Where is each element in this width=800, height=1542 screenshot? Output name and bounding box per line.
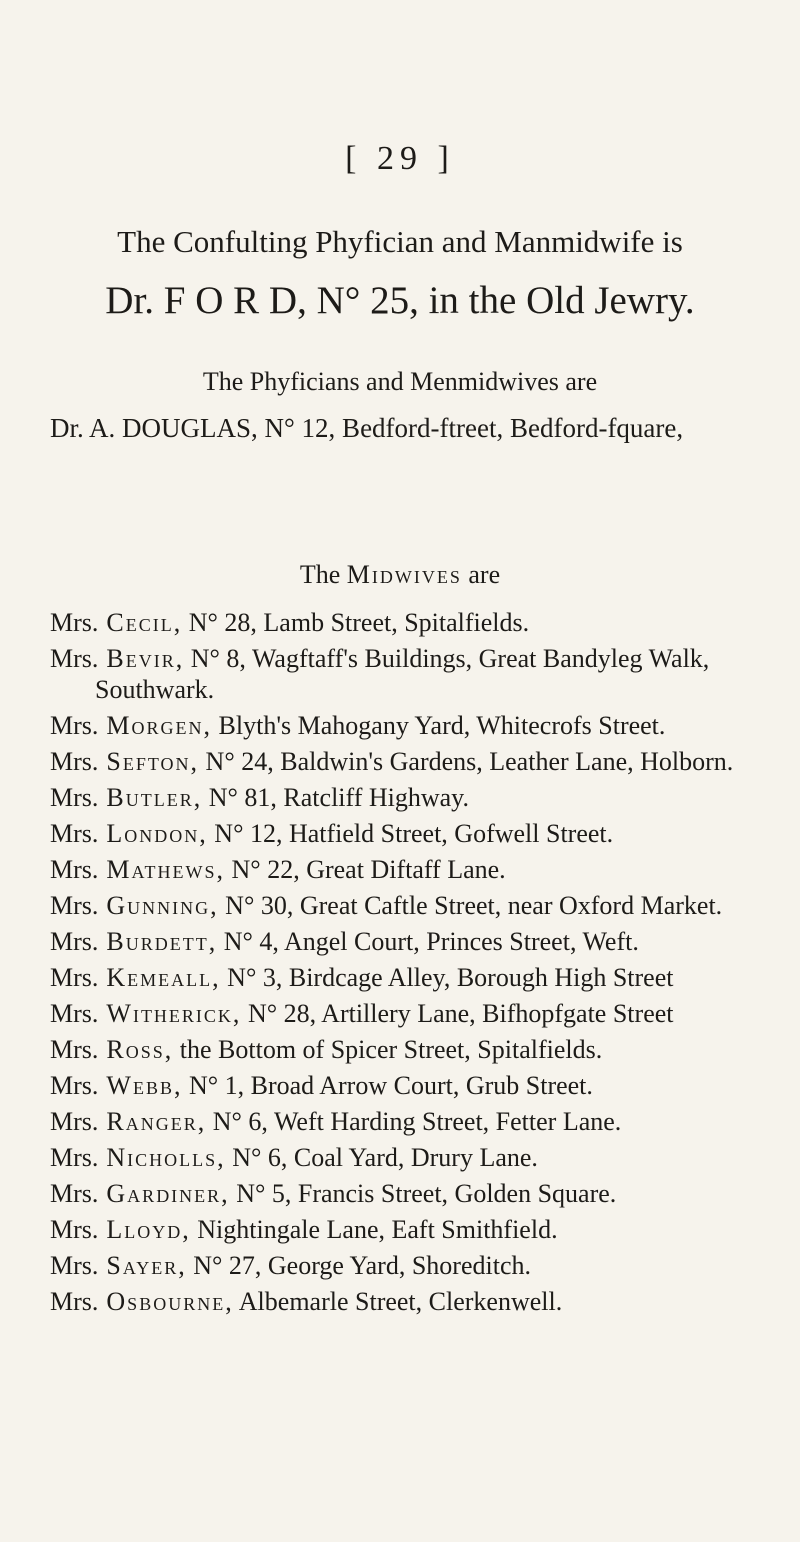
midwife-address: N° 4, Angel Court, Princes Street, Weft.: [223, 927, 639, 956]
midwife-entry: [50, 710, 770, 741]
midwife-surname: Osbourne,: [106, 1287, 234, 1316]
midwives-heading-word: Midwives: [346, 560, 462, 589]
midwife-title: Mrs.: [50, 819, 99, 848]
midwife-surname: Ranger,: [106, 1107, 207, 1136]
midwives-heading: [0, 560, 800, 590]
midwife-entry: [50, 818, 770, 849]
midwife-surname: Sayer,: [106, 1251, 187, 1280]
midwife-address: N° 27, George Yard, Shoreditch.: [193, 1251, 531, 1280]
page-number: [ 29 ]: [345, 140, 455, 177]
midwife-entry: [50, 1286, 770, 1317]
midwife-title: Mrs.: [50, 1179, 99, 1208]
midwife-entry: [50, 1106, 770, 1137]
midwife-entry: [50, 890, 770, 921]
midwife-surname: Gunning,: [106, 891, 219, 920]
midwife-surname: Bevir,: [106, 644, 185, 673]
midwife-address: Nightingale Lane, Eaft Smithfield.: [197, 1215, 558, 1244]
midwives-heading-prefix: The: [299, 560, 341, 589]
midwife-address: N° 3, Birdcage Alley, Borough High Street: [227, 963, 674, 992]
midwife-title: Mrs.: [50, 747, 99, 776]
midwife-title: Mrs.: [50, 1287, 99, 1316]
consulting-heading: The Confulting Phyfician and Manmidwife is: [117, 224, 683, 259]
midwife-surname: Lloyd,: [106, 1215, 191, 1244]
midwife-address: N° 12, Hatfield Street, Gofwell Street.: [214, 819, 614, 848]
midwife-title: Mrs.: [50, 1215, 99, 1244]
midwife-address: N° 6, Coal Yard, Drury Lane.: [232, 1143, 538, 1172]
midwife-entry: [50, 854, 770, 885]
midwife-surname: Mathews,: [106, 855, 226, 884]
midwife-address: N° 30, Great Caftle Street, near Oxford Market.: [225, 891, 723, 920]
midwife-address: N° 22, Great Diftaff Lane.: [231, 855, 506, 884]
midwife-surname: Gardiner,: [106, 1179, 230, 1208]
midwife-surname: Kemeall,: [106, 963, 221, 992]
midwife-surname: Sefton,: [106, 747, 200, 776]
midwife-title: Mrs.: [50, 891, 99, 920]
midwife-address: N° 5, Francis Street, Golden Square.: [236, 1179, 617, 1208]
midwife-address: N° 6, Weft Harding Street, Fetter Lane.: [212, 1107, 622, 1136]
midwife-surname: Witherick,: [106, 999, 242, 1028]
midwives-list: [50, 607, 770, 1322]
midwife-title: Mrs.: [50, 783, 99, 812]
midwife-address: N° 8, Wagftaff's Buildings, Great Bandyleg Walk, Southwark.: [95, 644, 710, 704]
midwife-surname: Morgen,: [106, 711, 213, 740]
midwife-address: N° 1, Broad Arrow Court, Grub Street.: [188, 1071, 593, 1100]
midwife-entry: [50, 962, 770, 993]
midwife-title: Mrs.: [50, 927, 99, 956]
midwife-surname: Butler,: [106, 783, 203, 812]
midwife-title: Mrs.: [50, 999, 99, 1028]
midwife-title: Mrs.: [50, 608, 99, 637]
midwife-title: Mrs.: [50, 963, 99, 992]
midwife-entry: [50, 607, 770, 638]
midwife-entry: [50, 1214, 770, 1245]
midwife-entry: [50, 1142, 770, 1173]
midwife-address: Blyth's Mahogany Yard, Whitecrofs Street.: [218, 711, 666, 740]
midwife-title: Mrs.: [50, 711, 99, 740]
midwife-title: Mrs.: [50, 1107, 99, 1136]
midwife-address: Albemarle Street, Clerkenwell.: [238, 1287, 563, 1316]
midwife-surname: London,: [106, 819, 208, 848]
midwife-title: Mrs.: [50, 855, 99, 884]
midwife-entry: [50, 782, 770, 813]
midwife-title: Mrs.: [50, 644, 99, 673]
midwife-address: N° 24, Baldwin's Gardens, Leather Lane, Holborn.: [205, 747, 734, 776]
midwife-title: Mrs.: [50, 1143, 99, 1172]
midwife-address: the Bottom of Spicer Street, Spitalfields.: [179, 1035, 603, 1064]
midwife-address: N° 28, Artillery Lane, Bifhopfgate Street: [247, 999, 674, 1028]
midwife-entry: [50, 1250, 770, 1281]
midwife-address: N° 81, Ratcliff Highway.: [208, 783, 469, 812]
midwife-entry: [50, 998, 770, 1029]
midwife-surname: Webb,: [106, 1071, 183, 1100]
midwife-entry: [50, 746, 770, 777]
midwife-surname: Ross,: [106, 1035, 174, 1064]
midwife-surname: Nicholls,: [106, 1143, 226, 1172]
physician-douglas-line: Dr. A. DOUGLAS, N° 12, Bedford-ftreet, Bedford-fquare,: [50, 413, 684, 443]
midwife-entry: [50, 926, 770, 957]
midwife-entry: [50, 643, 770, 705]
midwife-surname: Burdett,: [106, 927, 218, 956]
midwife-title: Mrs.: [50, 1035, 99, 1064]
midwife-title: Mrs.: [50, 1071, 99, 1100]
midwives-heading-suffix: are: [468, 560, 501, 589]
physicians-heading: The Phyficians and Menmidwives are: [202, 367, 598, 396]
midwife-title: Mrs.: [50, 1251, 99, 1280]
midwife-entry: [50, 1034, 770, 1065]
midwife-surname: Cecil,: [106, 608, 183, 637]
consulting-physician-line: Dr. F O R D, N° 25, in the Old Jewry.: [105, 279, 695, 322]
midwife-address: N° 28, Lamb Street, Spitalfields.: [188, 608, 530, 637]
midwife-entry: [50, 1070, 770, 1101]
midwife-entry: [50, 1178, 770, 1209]
